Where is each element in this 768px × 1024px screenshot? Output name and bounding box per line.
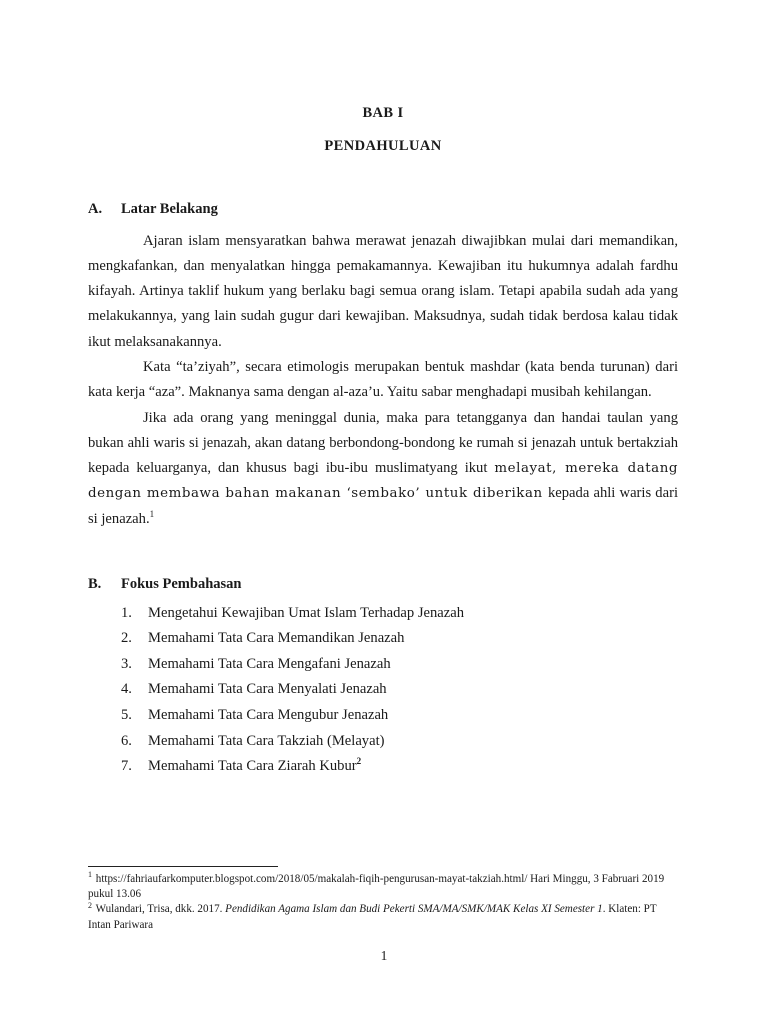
section-b-letter: B.	[88, 576, 102, 593]
section-heading-a	[88, 202, 678, 217]
list-item-number: 4.	[121, 681, 132, 698]
paragraph-3-segment-2: kepada ahli waris dari si jenazah.	[88, 485, 679, 527]
paragraph-3-segment-alt: melayat, mereka datang dengan membawa bahan makanan ‘sembako’ untuk diberikan	[88, 461, 678, 502]
document-content	[88, 0, 678, 780]
latar-belakang-paragraph-2: Kata “ta’ziyah”, secara etimologis merupakan bentuk mashdar (kata benda turunan) dari kata kerja “aza”. Maknanya sama dengan al-aza’u. Yaitu sabar menghadapi musibah kehilangan.	[88, 358, 678, 401]
footnotes-area	[88, 866, 678, 933]
list-item-label: Mengetahui Kewajiban Umat Islam Terhadap Jenazah	[148, 604, 465, 621]
list-item-label: Memahami Tata Cara Menyalati Jenazah	[148, 681, 387, 698]
footnote-separator-rule	[88, 866, 278, 867]
list-item	[88, 754, 678, 780]
footnote-text-tail: . Klaten: PT Intan Pariwara	[88, 903, 657, 931]
footnote-ref-2[interactable]: 2	[356, 756, 362, 767]
footnote-title-italic: Pendidikan Agama Islam dan Budi Pekerti SMA/MA/SMK/MAK Kelas XI Semester 1	[225, 903, 603, 916]
list-item-label: Memahami Tata Cara Mengubur Jenazah	[148, 706, 389, 723]
paragraph-3-segment-1: Jika ada orang yang meninggal dunia, maka para tetangganya dan handai taulan yang bukan ahli waris si jenazah, akan datang berbondong-bondong ke rumah si jenazah untuk bertakziah kepada keluarganya, dan khusus bagi ibu-ibu muslimatyang ikut	[88, 409, 678, 477]
chapter-title: BAB I	[362, 105, 404, 121]
list-item-number: 3.	[121, 655, 132, 672]
footnote-entry	[88, 872, 678, 902]
section-a-letter: A.	[88, 201, 103, 217]
list-item-label: Memahami Tata Cara Mengafani Jenazah	[148, 655, 391, 672]
list-item-label: Memahami Tata Cara Memandikan Jenazah	[148, 630, 405, 647]
list-item-number: 2.	[121, 630, 132, 647]
list-item	[88, 626, 678, 652]
footnote-list	[88, 872, 678, 933]
latar-belakang-paragraph-1: Ajaran islam mensyaratkan bahwa merawat jenazah diwajibkan mulai dari memandikan, mengkafankan, dan menyalatkan hingga pemakamannya. Kewajiban itu hukumnya adalah fardhu kifayah. Artinya taklif hukum yang berlaku bagi semua orang islam. Tetapi apabila sudah ada yang melakukannya, yang lain sudah gugur dari kewajiban. Maksudnya, sudah tidak berdosa kalau tidak ikut melaksanakannya.	[88, 232, 678, 350]
latar-belakang-paragraph-3	[88, 406, 678, 532]
fokus-pembahasan-list	[88, 601, 678, 780]
footnote-text: https://fahriaufarkomputer.blogspot.com/2018/05/makalah-fiqih-pengurusan-mayat-takziah.html/ Hari Minggu, 3 Fabruari 2019 pukul 13.06	[88, 873, 665, 901]
list-item-number: 6.	[121, 732, 132, 749]
footnote-marker: 1	[88, 870, 92, 880]
section-heading-b	[88, 577, 678, 592]
list-item-number: 5.	[121, 706, 132, 723]
footnote-text: Wulandari, Trisa, dkk. 2017.	[93, 903, 226, 916]
section-b-title: Fokus Pembahasan	[121, 576, 242, 593]
footnote-ref-1[interactable]: 1	[149, 508, 155, 519]
list-item-label: Memahami Tata Cara Ziarah Kubur$^2$	[148, 756, 362, 775]
list-item-number: 1.	[121, 604, 132, 621]
list-item	[88, 729, 678, 755]
list-item	[88, 703, 678, 729]
chapter-subtitle: PENDAHULUAN	[324, 137, 442, 154]
section-a-title: Latar Belakang	[121, 201, 218, 217]
footnote-marker: 2	[88, 900, 92, 910]
list-item	[88, 677, 678, 703]
list-item-label: Memahami Tata Cara Takziah (Melayat)	[148, 732, 385, 749]
footnote-entry	[88, 902, 678, 932]
page-number: 1	[380, 948, 388, 963]
list-item-number: 7.	[121, 758, 132, 775]
list-item	[88, 652, 678, 678]
list-item	[88, 601, 678, 627]
